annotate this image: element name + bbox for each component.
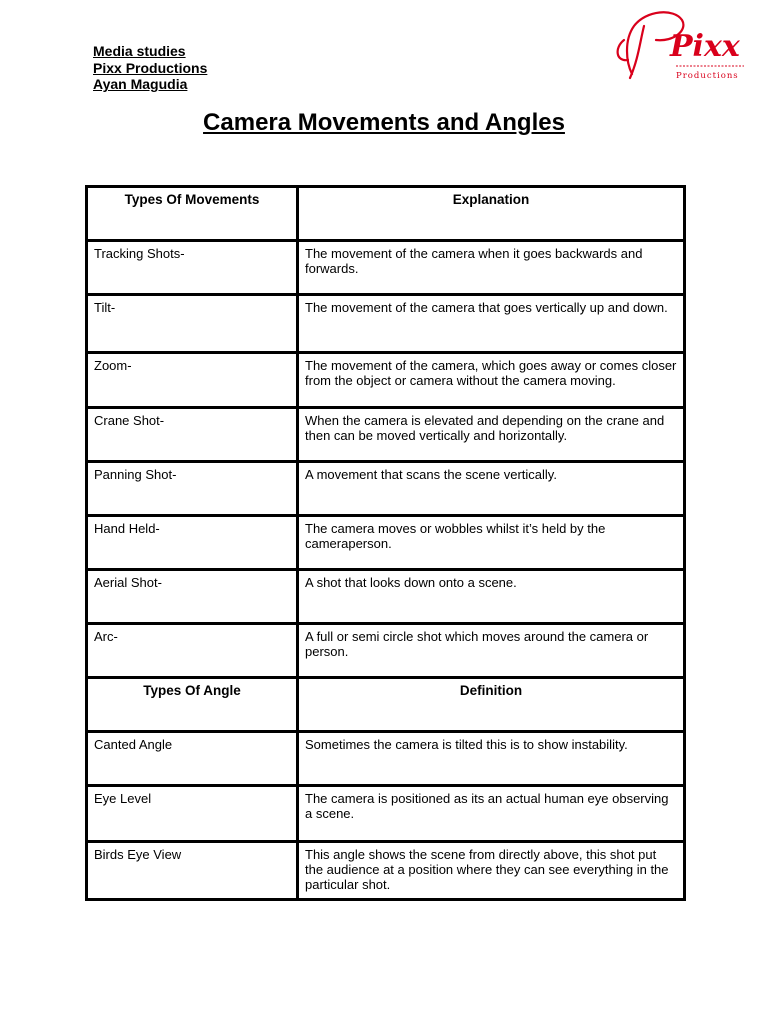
- column-header: Types Of Angle: [87, 678, 298, 732]
- table-row: [87, 786, 685, 842]
- company-line: Pixx Productions: [93, 59, 208, 76]
- movement-explanation: The movement of the camera that goes vertically up and down.: [298, 295, 685, 353]
- movement-explanation: A movement that scans the scene vertically.: [298, 462, 685, 516]
- angle-definition: Sometimes the camera is tilted this is to show instability.: [298, 732, 685, 786]
- movement-explanation: The movement of the camera, which goes away or comes closer from the object or camera without the camera moving.: [298, 353, 685, 408]
- angle-definition: This angle shows the scene from directly above, this shot put the audience at a position where they can see everything in the particular shot.: [298, 842, 685, 900]
- movement-explanation: A shot that looks down onto a scene.: [298, 570, 685, 624]
- angle-name: Birds Eye View: [87, 842, 298, 900]
- movement-name: Panning Shot-: [87, 462, 298, 516]
- movement-name: Hand Held-: [87, 516, 298, 570]
- header-block: [93, 43, 207, 93]
- table-row: [87, 624, 685, 678]
- logo-subtext: Productions: [676, 71, 739, 81]
- movement-explanation: The movement of the camera when it goes backwards and forwards.: [298, 241, 685, 295]
- author-line: Ayan Magudia: [93, 76, 188, 92]
- table-row: [87, 462, 685, 516]
- table-row: [87, 295, 685, 353]
- table-row: [87, 516, 685, 570]
- angle-definition: The camera is positioned as its an actual human eye observing a scene.: [298, 786, 685, 842]
- camera-table: [85, 185, 686, 901]
- table-row: [87, 842, 685, 900]
- subject-line: Media studies: [93, 43, 186, 59]
- table-row: [87, 353, 685, 408]
- movement-name: Crane Shot-: [87, 408, 298, 462]
- movement-name: Tracking Shots-: [87, 241, 298, 295]
- angle-name: Eye Level: [87, 786, 298, 842]
- table-row: [87, 732, 685, 786]
- column-header: Definition: [298, 678, 685, 732]
- angles-header-row: [87, 678, 685, 732]
- movement-name: Tilt-: [87, 295, 298, 353]
- movement-name: Arc-: [87, 624, 298, 678]
- pixx-logo: [604, 4, 754, 86]
- table-row: [87, 408, 685, 462]
- movement-explanation: When the camera is elevated and depending on the crane and then can be moved vertically and horizontally.: [298, 408, 685, 462]
- column-header: Types Of Movements: [87, 187, 298, 241]
- movement-explanation: The camera moves or wobbles whilst it’s held by the cameraperson.: [298, 516, 685, 570]
- angle-name: Canted Angle: [87, 732, 298, 786]
- movement-name: Zoom-: [87, 353, 298, 408]
- column-header: Explanation: [298, 187, 685, 241]
- movement-name: Aerial Shot-: [87, 570, 298, 624]
- table-row: [87, 241, 685, 295]
- page-title: Camera Movements and Angles: [203, 109, 565, 136]
- logo-wordmark: Pixx: [670, 29, 740, 64]
- movements-header-row: [87, 187, 685, 241]
- movement-explanation: A full or semi circle shot which moves around the camera or person.: [298, 624, 685, 678]
- table-row: [87, 570, 685, 624]
